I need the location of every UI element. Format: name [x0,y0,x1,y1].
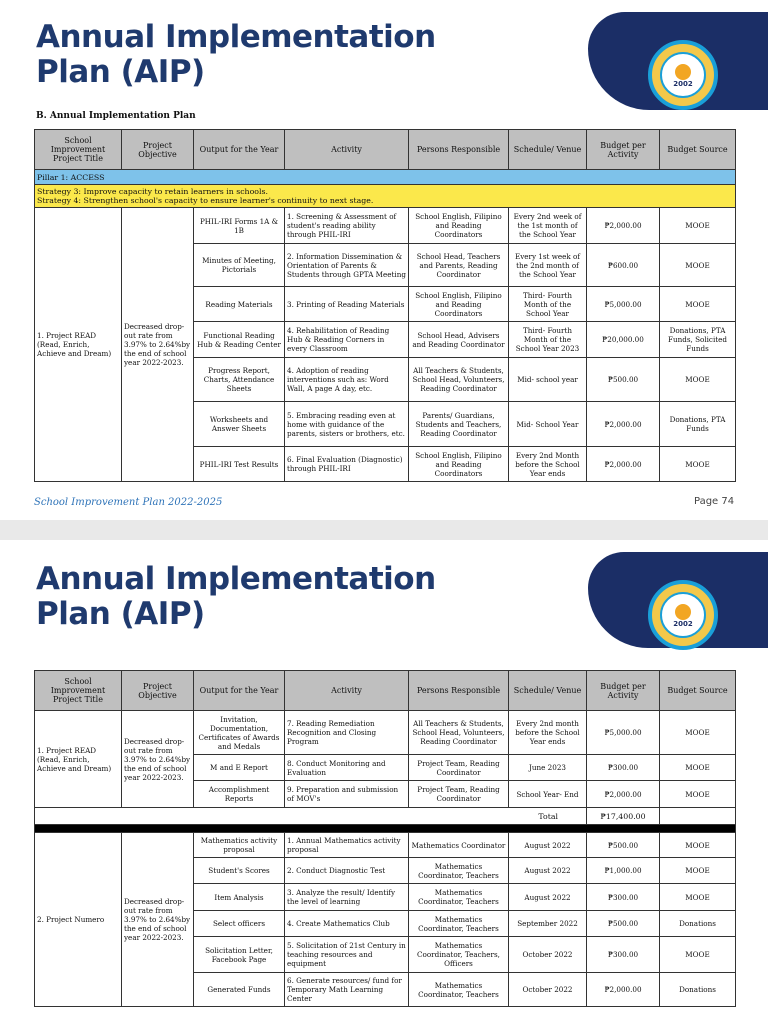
page-number: Page 74 [694,496,735,507]
output-cell: PHIL-IRI Test Results [194,447,285,482]
budget-cell: ₱2,000.00 [587,781,660,808]
budget-cell: ₱5,000.00 [587,711,660,755]
title-line-1: Annual Implementation [36,19,436,55]
output-cell: Select officers [194,911,285,937]
activity-cell: 6. Generate resources/ fund for Temporary Math Learning Center [285,973,409,1007]
persons-cell: School Head, Teachers and Parents, Reading Coordinator [409,244,509,287]
activity-cell: 4. Adoption of reading interventions such as: Word Wall, A page A day, etc. [285,358,409,402]
project-objective: Decreased drop-out rate from 3.97% to 2.64%by the end of school year 2022-2023. [122,711,194,808]
total-row [35,808,736,825]
activity-cell: 5. Solicitation of 21st Century in teaching resources and equipment [285,937,409,973]
source-cell: MOOE [660,711,736,755]
activity-cell: 5. Embracing reading even at home with guidance of the parents, sisters or brothers, etc. [285,402,409,447]
activity-cell: 1. Screening & Assessment of student's reading ability through PHIL-IRI [285,208,409,244]
header-cell: Persons Responsible [409,671,509,711]
schedule-cell: Mid- School Year [509,402,587,447]
budget-cell: ₱2,000.00 [587,208,660,244]
schedule-cell: September 2022 [509,911,587,937]
header-cell: Schedule/ Venue [509,130,587,170]
header-cell: Activity [285,671,409,711]
activity-cell: 3. Printing of Reading Materials [285,287,409,322]
persons-cell: Parents/ Guardians, Students and Teachers, Reading Coordinator [409,402,509,447]
output-cell: Functional Reading Hub & Reading Center [194,322,285,358]
output-cell: Reading Materials [194,287,285,322]
budget-cell: ₱300.00 [587,755,660,781]
persons-cell: All Teachers & Students, School Head, Volunteers, Reading Coordinator [409,358,509,402]
budget-cell: ₱600.00 [587,244,660,287]
persons-cell: Mathematics Coordinator, Teachers [409,911,509,937]
budget-cell: ₱300.00 [587,937,660,973]
total-value: ₱17,400.00 [587,808,660,825]
schedule-cell: Every 2nd week of the 1st month of the School Year [509,208,587,244]
source-cell: MOOE [660,287,736,322]
schedule-cell: Every 2nd Month before the School Year ends [509,447,587,482]
output-cell: M and E Report [194,755,285,781]
school-logo [648,580,718,650]
project-objective: Decreased drop-out rate from 3.97% to 2.64%by the end of school year 2022-2023. [122,833,194,1007]
table-row [35,208,736,244]
total-label: Total [35,808,587,825]
output-cell: Progress Report, Charts, Attendance Sheets [194,358,285,402]
table-row [35,711,736,755]
output-cell: Student's Scores [194,858,285,884]
strategy-cell [35,185,736,208]
source-cell: MOOE [660,833,736,858]
budget-cell: ₱500.00 [587,911,660,937]
activity-cell: 6. Final Evaluation (Diagnostic) through PHIL-IRI [285,447,409,482]
header-cell: School Improvement Project Title [35,130,122,170]
persons-cell: Mathematics Coordinator, Teachers, Officers [409,937,509,973]
activity-cell: 3. Analyze the result/ Identify the level of learning [285,884,409,911]
table-header-row [35,671,736,711]
schedule-cell: Mid- school year [509,358,587,402]
output-cell: Item Analysis [194,884,285,911]
budget-cell: ₱20,000.00 [587,322,660,358]
persons-cell: Mathematics Coordinator, Teachers [409,884,509,911]
source-cell: MOOE [660,781,736,808]
activity-cell: 7. Reading Remediation Recognition and Closing Program [285,711,409,755]
source-cell: MOOE [660,937,736,973]
source-cell: MOOE [660,884,736,911]
schedule-cell: School Year- End [509,781,587,808]
source-cell: Donations, PTA Funds [660,402,736,447]
schedule-cell: August 2022 [509,833,587,858]
activity-cell: 2. Information Dissemination & Orientation of Parents & Students through GPTA Meeting [285,244,409,287]
document-page-75 [0,540,768,1024]
project-objective: Decreased drop-out rate from 3.97% to 2.64%by the end of school year 2022-2023. [122,208,194,482]
activity-cell: 4. Rehabilitation of Reading Hub & Reading Corners in every Classroom [285,322,409,358]
project-title: 2. Project Numero [35,833,122,1007]
activity-cell: 2. Conduct Diagnostic Test [285,858,409,884]
source-cell: Donations [660,911,736,937]
aip-table-page-2 [34,670,736,1007]
output-cell: PHIL-IRI Forms 1A & 1B [194,208,285,244]
budget-cell: ₱1,000.00 [587,858,660,884]
school-logo [648,40,718,110]
strategy-line: Strategy 4: Strengthen school's capacity to ensure learner's continuity to next stage. [37,196,374,205]
source-cell: MOOE [660,358,736,402]
persons-cell: Mathematics Coordinator, Teachers [409,973,509,1007]
page-title [36,20,436,90]
schedule-cell: Every 2nd month before the School Year ends [509,711,587,755]
source-cell: Donations, PTA Funds, Solicited Funds [660,322,736,358]
header-cell: Output for the Year [194,671,285,711]
strategy-line: Strategy 3: Improve capacity to retain learners in schools. [37,187,268,196]
persons-cell: School English, Filipino and Reading Coordinators [409,447,509,482]
header-cell: Project Objective [122,130,194,170]
table-header-row [35,130,736,170]
source-cell: MOOE [660,755,736,781]
budget-cell: ₱2,000.00 [587,402,660,447]
output-cell: Accomplishment Reports [194,781,285,808]
title-line-2: Plan (AIP) [36,54,205,90]
source-cell: MOOE [660,447,736,482]
output-cell: Worksheets and Answer Sheets [194,402,285,447]
output-cell: Mathematics activity proposal [194,833,285,858]
persons-cell: School English, Filipino and Reading Coordinators [409,287,509,322]
budget-cell: ₱2,000.00 [587,447,660,482]
title-line-1: Annual Implementation [36,561,436,597]
logo-year: 2002 [673,80,693,88]
schedule-cell: October 2022 [509,937,587,973]
section-heading: B. Annual Implementation Plan [36,111,196,121]
header-cell: Budget Source [660,671,736,711]
activity-cell: 4. Create Mathematics Club [285,911,409,937]
header-cell: Project Objective [122,671,194,711]
schedule-cell: August 2022 [509,858,587,884]
budget-cell: ₱2,000.00 [587,973,660,1007]
output-cell: Invitation, Documentation, Certificates of Awards and Medals [194,711,285,755]
header-cell: Budget per Activity [587,671,660,711]
source-cell: MOOE [660,244,736,287]
activity-cell: 9. Preparation and submission of MOV's [285,781,409,808]
budget-cell: ₱500.00 [587,358,660,402]
header-cell: Budget per Activity [587,130,660,170]
logo-year: 2002 [673,620,693,628]
divider-row [35,825,736,833]
footer-plan-title: School Improvement Plan 2022-2025 [34,497,223,508]
budget-cell: ₱500.00 [587,833,660,858]
project-title: 1. Project READ (Read, Enrich, Achieve and Dream) [35,711,122,808]
activity-cell: 1. Annual Mathematics activity proposal [285,833,409,858]
pillar-row [35,170,736,185]
output-cell: Generated Funds [194,973,285,1007]
schedule-cell: October 2022 [509,973,587,1007]
output-cell: Minutes of Meeting, Pictorials [194,244,285,287]
budget-cell: ₱300.00 [587,884,660,911]
persons-cell: Mathematics Coordinator, Teachers [409,858,509,884]
aip-table-page-1 [34,129,736,482]
schedule-cell: August 2022 [509,884,587,911]
output-cell: Solicitation Letter, Facebook Page [194,937,285,973]
header-cell: Budget Source [660,130,736,170]
schedule-cell: Every 1st week of the 2nd month of the School Year [509,244,587,287]
title-line-2: Plan (AIP) [36,596,205,632]
header-cell: Schedule/ Venue [509,671,587,711]
persons-cell: School Head, Advisers and Reading Coordinator [409,322,509,358]
persons-cell: Project Team, Reading Coordinator [409,755,509,781]
source-cell: MOOE [660,858,736,884]
schedule-cell: Third- Fourth Month of the School Year 2023 [509,322,587,358]
persons-cell: Mathematics Coordinator [409,833,509,858]
header-cell: School Improvement Project Title [35,671,122,711]
schedule-cell: Third- Fourth Month of the School Year [509,287,587,322]
source-cell: MOOE [660,208,736,244]
persons-cell: School English, Filipino and Reading Coordinators [409,208,509,244]
activity-cell: 8. Conduct Monitoring and Evaluation [285,755,409,781]
source-cell: Donations [660,973,736,1007]
table-row [35,833,736,858]
budget-cell: ₱5,000.00 [587,287,660,322]
schedule-cell: June 2023 [509,755,587,781]
sun-icon [675,604,691,620]
header-cell: Persons Responsible [409,130,509,170]
strategy-row [35,185,736,208]
header-cell: Activity [285,130,409,170]
project-title: 1. Project READ (Read, Enrich, Achieve and Dream) [35,208,122,482]
persons-cell: Project Team, Reading Coordinator [409,781,509,808]
persons-cell: All Teachers & Students, School Head, Volunteers, Reading Coordinator [409,711,509,755]
pillar-label: Pillar 1: ACCESS [35,170,736,185]
header-cell: Output for the Year [194,130,285,170]
page-separator [0,520,768,540]
page-title [36,562,436,632]
sun-icon [675,64,691,80]
